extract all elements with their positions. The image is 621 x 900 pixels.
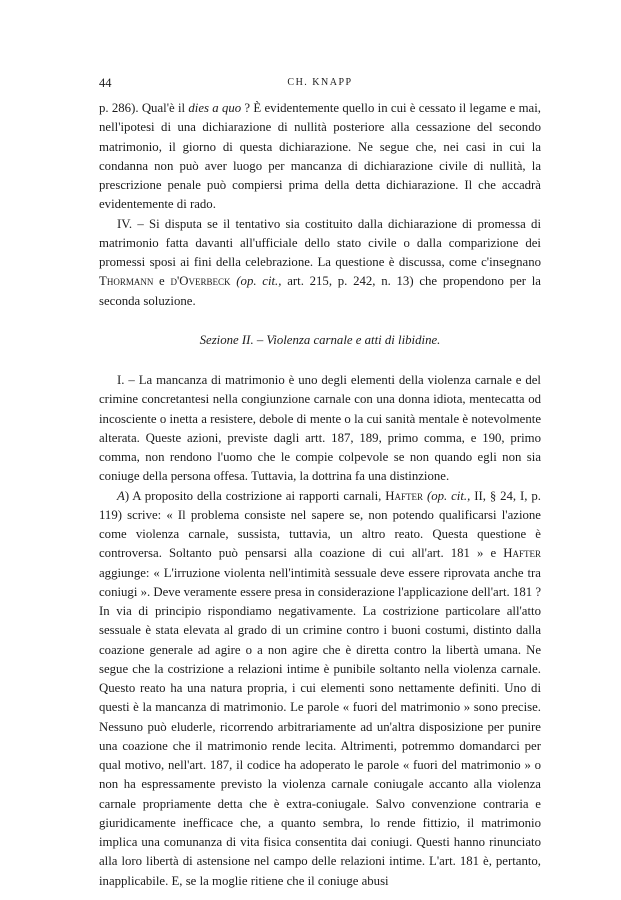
p2-text-b: e <box>153 274 171 289</box>
running-head <box>99 76 541 94</box>
paragraph-2 <box>99 215 541 311</box>
paragraph-1 <box>99 99 541 215</box>
p1-text-a: p. 286). Qual'è il <box>99 101 189 115</box>
body-text <box>99 99 541 891</box>
section-heading: Sezione II. – Violenza carnale e atti di libidine. <box>199 332 441 347</box>
author-doverbeck: d'Overbeck <box>170 274 231 289</box>
p4-label: A <box>117 488 125 503</box>
author-hafter-2: Hafter <box>503 546 541 561</box>
p4-text-a: ) A proposito della costrizione ai rapporti carnali, <box>124 488 386 503</box>
paragraph-4 <box>99 487 541 891</box>
p1-italic: dies a quo <box>188 101 242 115</box>
paragraph-3: I. – La mancanza di matrimonio è uno degli elementi della violenza carnale e del crimine concretantesi nella congiunzione carnale con una donna idiota, mentecatta od incosciente o inetta a resistere, debole di mente o la cui sanità mentale è notevolmente alterata. Queste azioni, previste dagli artt. 187, 189, primo comma, e 190, primo comma, non rendono l'uomo che le compie colpevole se non quando egli non sia coniuge della persona offesa. Tuttavia, la dottrina fa una distinzione. <box>99 373 541 484</box>
p4-text-b: II, § 24, I, p. 119) scrive: « Il problema consiste nel sapere se, non potendo qualificarsi l'azione come violenza carnale, sussista, tuttavia, un altro reato. Questa questione è controversa. Soltanto può pensarsi alla coazione di cui all'art. 181 » e <box>99 488 541 561</box>
p2-text-a: IV. – Si disputa se il tentativo sia costituito dalla dichiarazione di promessa di matrimonio fatta davanti all'ufficiale dello stato civile o dalla comparizione dei promessi sposi ai fini della celebrazione. La questione è discussa, come c'insegnano <box>99 216 541 269</box>
author-hafter: Hafter <box>385 488 424 503</box>
p1-text-b: ? È evidentemente quello in cui è cessato il legame e mai, nell'ipotesi di una dichiarazione di nullità posteriore alla cessazione del secondo matrimonio, il giorno di questa dichiarazione. Ne segue che, nei casi in cui la condanna non può aver luogo per mancanza di dichiarazione civile di nullità, la prescrizione penale può compiersi prima della detta dichiarazione. Il che accadrà evidentemente di rado. <box>99 101 541 212</box>
p4-text-c: aggiunge: « L'irruzione violenta nell'intimità sessuale deve essere riprovata anche tra coniugi ». Deve veramente essere presa in considerazione l'applicazione dell'art. 181 ? In via di principio rispondiamo negativamente. La costrizione particolare all'atto sessuale è stata elevata al grado di un crimine contro i buoni costumi, distinto dalla coazione generale ad agire o a non agire che è diretta contro la libertà umana. Ne segue che la costrizione a relazioni intime è punibile soltanto nella violenza carnale. Questo reato ha una natura propria, i cui elementi sono nettamente definiti. Uno di questi è la mancanza di matrimonio. Le parole « fuori del matrimonio » sono precise. Nessuno può eluderle, ricorrendo arbitrariamente ad un'altra disposizione per punire una coazione che il matrimonio rende lecita. Altrimenti, potremmo domandarci per qual motivo, nell'art. 187, il codice ha adoperato le parole « fuori del matrimonio » o non ha espressamente previsto la violenza carnale coniugale accanto alla violenza carnale propriamente detta che è extra-coniugale. Salvo convenzione contraria e giuridicamente inefficace che, a quanto sembra, lo rende fittizio, il matrimonio implica una comunanza di vita fisica consentita dai coniugi. Questi hanno rinunciato alla loro libertà di astensione nel campo delle relazioni intime. L'art. 181 è, pertanto, inapplicabile. E, se la moglie ritiene che il coniuge abusi <box>99 565 542 888</box>
p4-italic: (op. cit., <box>426 488 471 503</box>
p2-text-c: art. 215, p. 242, n. 13) che propendono per la seconda soluzione. <box>99 274 541 308</box>
page-number: 44 <box>99 76 112 90</box>
p2-italic: (op. cit., <box>236 274 282 289</box>
author-thormann: Thormann <box>99 274 154 289</box>
running-title: CH. KNAPP <box>287 77 353 88</box>
